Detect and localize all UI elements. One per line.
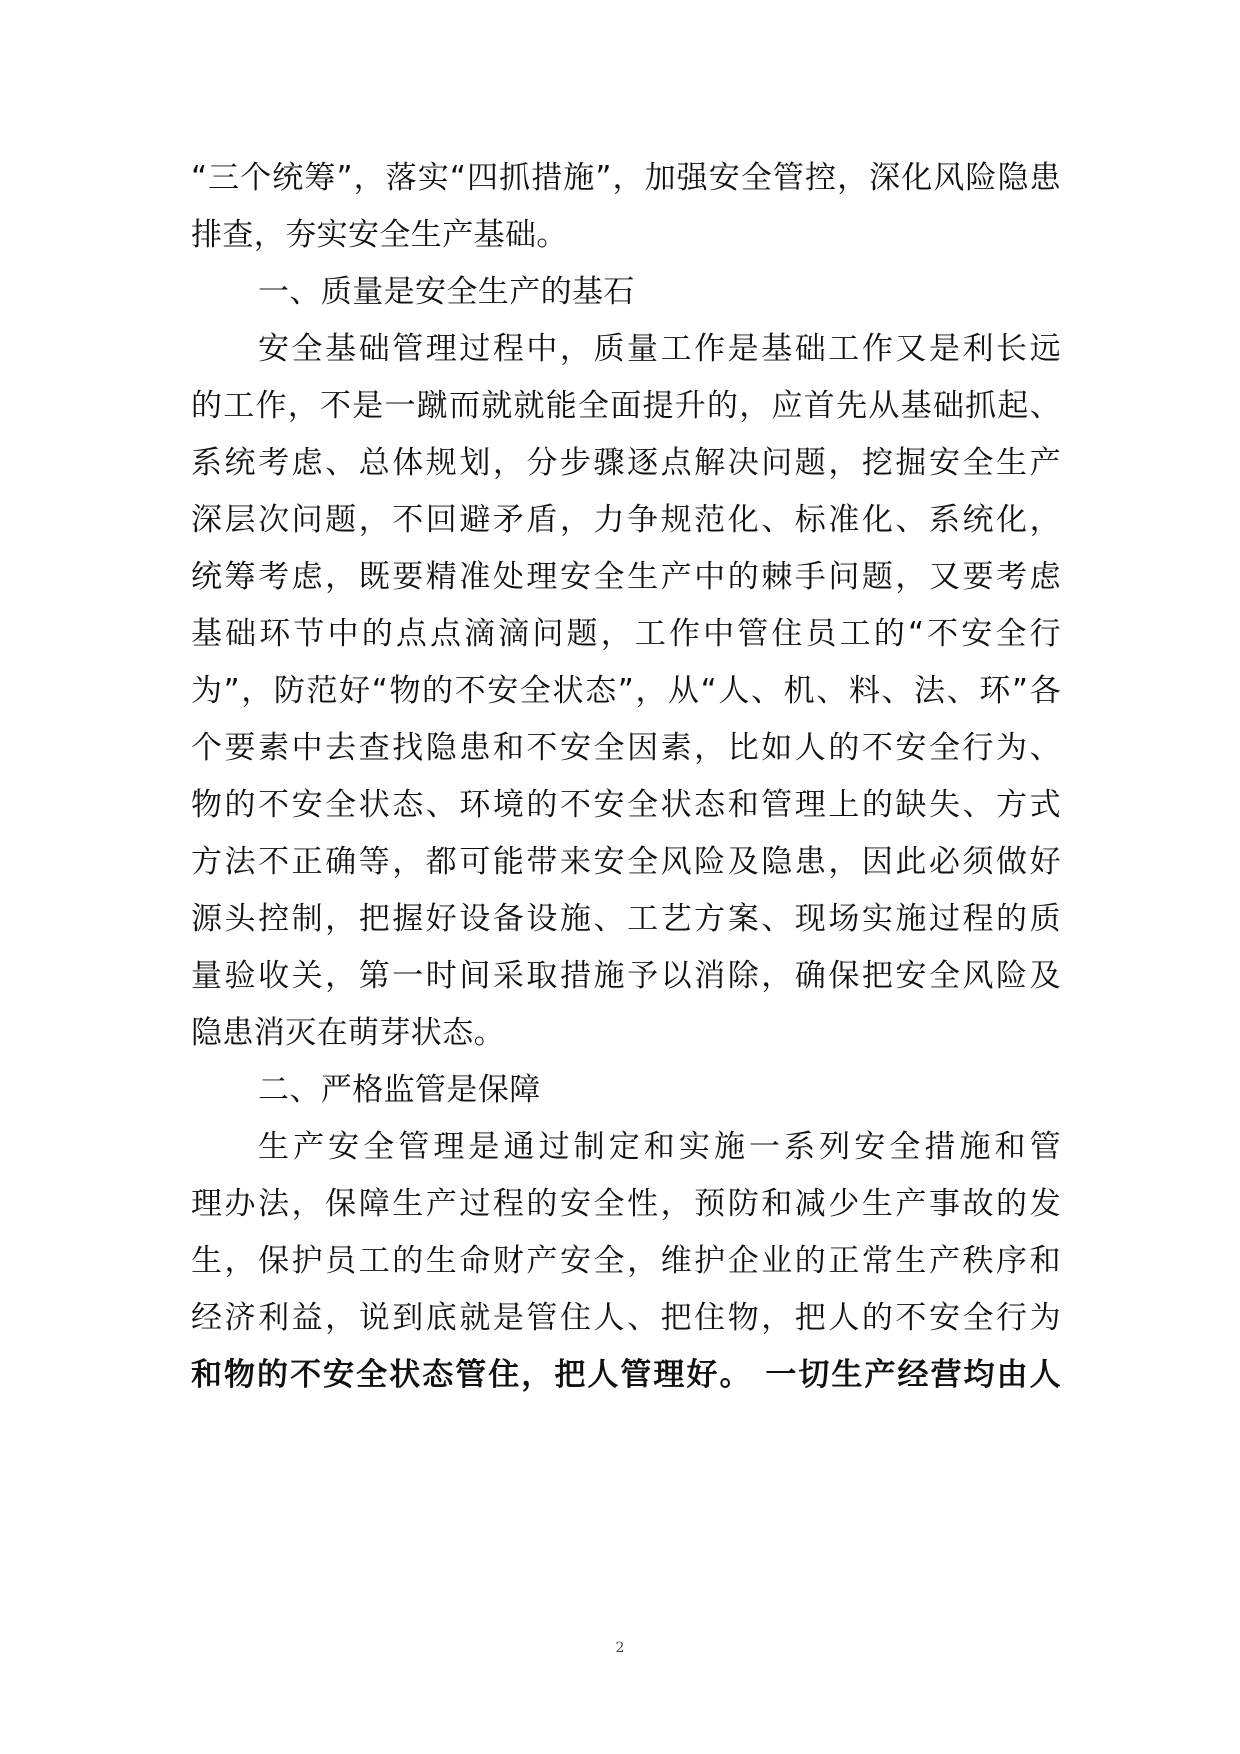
text-line-9: 基础环节中的点点滴滴问题，工作中管住员工的“不安全行 (191, 616, 1061, 652)
text-line-14: 源头控制，把握好设备设施、工艺方案、现场实施过程的质 (191, 901, 1061, 937)
page-number: 2 (615, 1640, 625, 1656)
text-line-12: 物的不安全状态、环境的不安全状态和管理上的缺失、方式 (191, 787, 1061, 823)
text-line-8: 统筹考虑，既要精准处理安全生产中的棘手问题，又要考虑 (191, 559, 1061, 595)
text-line-7: 深层次问题，不回避矛盾，力争规范化、标准化、系统化， (191, 502, 1061, 538)
text-line-11: 个要素中去查找隐患和不安全因素，比如人的不安全行为、 (191, 730, 1061, 766)
text-line-5: 的工作，不是一蹴而就就能全面提升的，应首先从基础抓起、 (191, 388, 1061, 424)
text-line-16: 隐患消灭在萌芽状态。 (191, 1015, 505, 1051)
section-heading-2: 二、严格监管是保障 (258, 1072, 541, 1108)
text-line-19: 理办法，保障生产过程的安全性，预防和减少生产事故的发 (191, 1186, 1061, 1222)
text-line-18: 生产安全管理是通过制定和实施一系列安全措施和管 (258, 1129, 1061, 1165)
text-line-4: 安全基础管理过程中，质量工作是基础工作又是利长远 (258, 331, 1061, 367)
text-line-20: 生，保护员工的生命财产安全，维护企业的正常生产秩序和 (191, 1243, 1061, 1279)
text-line-22-bold: 和物的不安全状态管住，把人管理好。 一切生产经营均由人 (191, 1357, 1061, 1393)
section-heading-1: 一、质量是安全生产的基石 (258, 274, 635, 310)
text-line-13: 方法不正确等，都可能带来安全风险及隐患，因此必须做好 (191, 844, 1061, 880)
text-line-10: 为”，防范好“物的不安全状态”，从“人、机、料、法、环”各 (191, 673, 1061, 709)
text-line-2: 排查，夯实安全生产基础。 (191, 217, 568, 253)
text-line-6: 系统考虑、总体规划，分步骤逐点解决问题，挖掘安全生产 (191, 445, 1061, 481)
text-line-1: “三个统筹”，落实“四抓措施”，加强安全管控，深化风险隐患 (191, 160, 1061, 196)
text-line-15: 量验收关，第一时间采取措施予以消除，确保把安全风险及 (191, 958, 1061, 994)
text-line-21: 经济利益，说到底就是管住人、把住物，把人的不安全行为 (191, 1300, 1061, 1336)
